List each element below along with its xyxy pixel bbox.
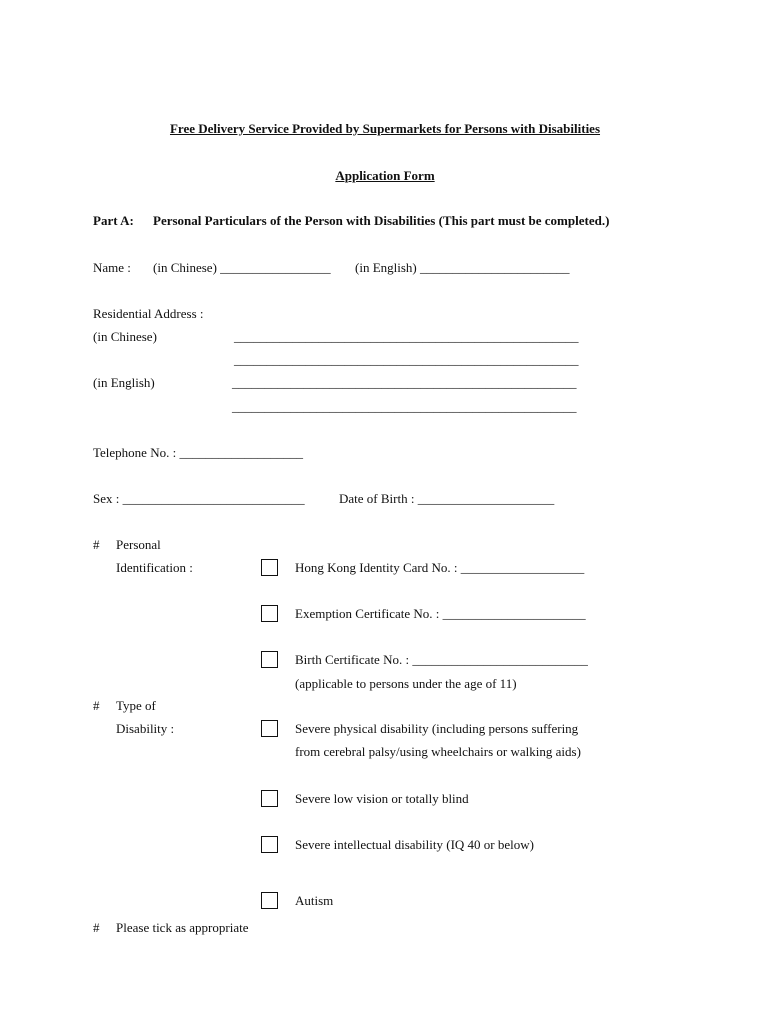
hkid-checkbox[interactable] bbox=[261, 559, 278, 576]
footnote-hash: # bbox=[93, 920, 100, 935]
address-chinese-line-2[interactable]: _____________________________________________________ bbox=[234, 352, 579, 367]
disability-hash: # bbox=[93, 698, 100, 713]
form-title: Free Delivery Service Provided by Supermarkets for Persons with Disabilities bbox=[169, 121, 601, 136]
exemption-checkbox[interactable] bbox=[261, 605, 278, 622]
name-label: Name : bbox=[93, 260, 131, 275]
part-a-heading: Personal Particulars of the Person with Disabilities (This part must be completed.) bbox=[153, 213, 610, 228]
intellectual-disability-option: Severe intellectual disability (IQ 40 or below) bbox=[295, 837, 534, 852]
telephone-field[interactable]: Telephone No. : ___________________ bbox=[93, 445, 303, 460]
birth-cert-option: Birth Certificate No. : ___________________________ bbox=[295, 652, 588, 667]
address-label: Residential Address : bbox=[93, 306, 204, 321]
address-english-line-1[interactable]: _____________________________________________________ bbox=[232, 375, 577, 390]
personal-id-label-1: Personal bbox=[116, 537, 161, 552]
exemption-option: Exemption Certificate No. : ______________________ bbox=[295, 606, 586, 621]
birth-cert-checkbox[interactable] bbox=[261, 651, 278, 668]
sex-field[interactable]: Sex : ____________________________ bbox=[93, 491, 305, 506]
low-vision-checkbox[interactable] bbox=[261, 790, 278, 807]
address-english-line-2[interactable]: _____________________________________________________ bbox=[232, 399, 577, 414]
autism-checkbox[interactable] bbox=[261, 892, 278, 909]
intellectual-disability-checkbox[interactable] bbox=[261, 836, 278, 853]
address-chinese-label: (in Chinese) bbox=[93, 329, 157, 344]
low-vision-option: Severe low vision or totally blind bbox=[295, 791, 469, 806]
footnote-text: Please tick as appropriate bbox=[116, 920, 249, 935]
hkid-option: Hong Kong Identity Card No. : ___________________ bbox=[295, 560, 585, 575]
form-subtitle: Application Form bbox=[335, 168, 435, 183]
address-english-label: (in English) bbox=[93, 375, 155, 390]
birth-cert-note: (applicable to persons under the age of 11) bbox=[295, 676, 517, 691]
physical-disability-option-line-2: from cerebral palsy/using wheelchairs or walking aids) bbox=[295, 744, 581, 759]
dob-field[interactable]: Date of Birth : _____________________ bbox=[339, 491, 555, 506]
physical-disability-checkbox[interactable] bbox=[261, 720, 278, 737]
name-chinese-field[interactable]: (in Chinese) _________________ bbox=[153, 260, 331, 275]
physical-disability-option: Severe physical disability (including persons suffering bbox=[295, 721, 579, 736]
autism-option: Autism bbox=[295, 893, 334, 908]
disability-label-2: Disability : bbox=[116, 721, 175, 736]
name-english-field[interactable]: (in English) _______________________ bbox=[355, 260, 570, 275]
address-chinese-line-1[interactable]: _____________________________________________________ bbox=[234, 329, 579, 344]
part-a-label: Part A: bbox=[93, 213, 134, 228]
personal-id-label-2: Identification : bbox=[116, 560, 193, 575]
personal-id-hash: # bbox=[93, 537, 100, 552]
disability-label-1: Type of bbox=[116, 698, 156, 713]
